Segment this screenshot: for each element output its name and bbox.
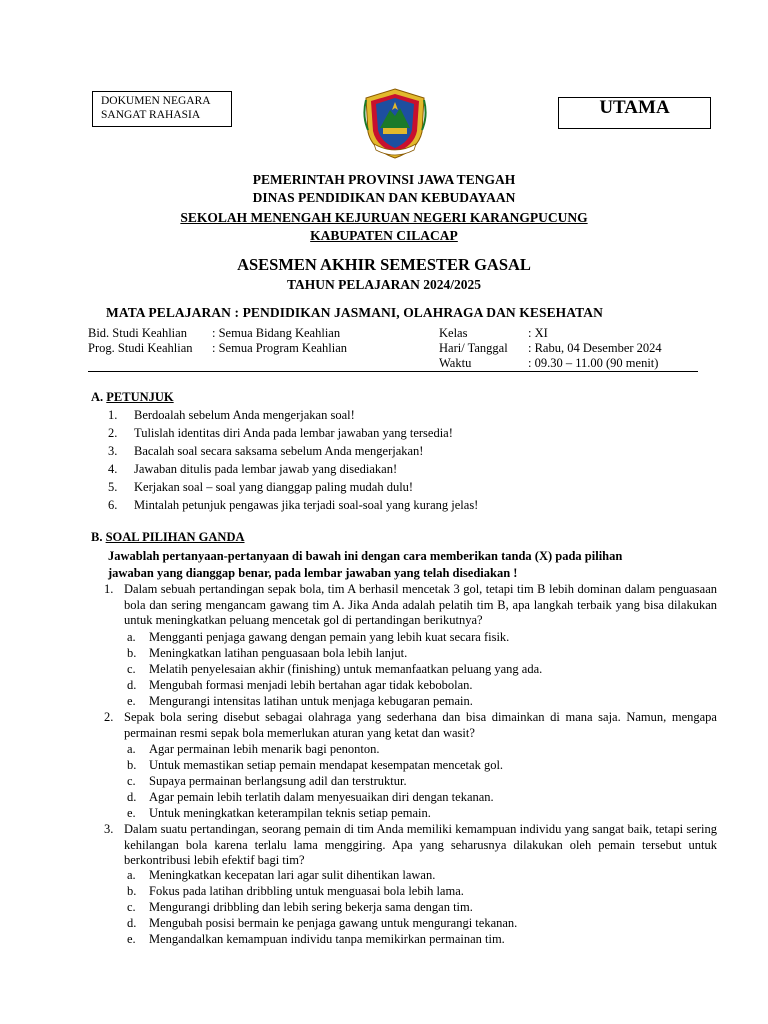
option-text: Mengandalkan kemampuan individu tanpa memikirkan permainan tim. [149, 932, 505, 946]
option-letter: d. [127, 678, 137, 692]
question-text: Dalam suatu pertandingan, seorang pemain di tim Anda memiliki kemampuan individu yang sangat baik, tetapi sering kehilangan bola karena terlalu lama menggiring. Apa yang seharusnya dilakukan oleh pemain tersebut untuk berkontribusi lebih efektif bagi tim? [124, 822, 717, 867]
option-text: Mengurangi dribbling dan lebih sering bekerja sama dengan tim. [149, 900, 473, 914]
section-b-title: SOAL PILIHAN GANDA [105, 530, 245, 544]
info-value-field: : Semua Bidang Keahlian [212, 326, 341, 340]
jawa-tengah-emblem-icon [360, 86, 430, 160]
option-letter: c. [127, 662, 136, 676]
list-item [108, 444, 117, 459]
subject-title: MATA PELAJARAN : PENDIDIKAN JASMANI, OLAHRAGA DAN KESEHATAN [106, 305, 603, 320]
option-letter: a. [127, 742, 136, 756]
section-a-title: PETUNJUK [106, 390, 174, 404]
option-text: Melatih penyelesaian akhir (finishing) untuk memanfaatkan peluang yang ada. [149, 662, 543, 676]
info-value-program: : Semua Program Keahlian [212, 341, 348, 355]
section-b-letter: B. [91, 530, 103, 544]
option-letter: a. [127, 868, 136, 882]
item-number: 2. [108, 426, 118, 440]
school-name: SEKOLAH MENENGAH KEJURUAN NEGERI KARANGPUCUNG [180, 210, 588, 225]
info-left-labels [88, 326, 193, 356]
info-value-time: : 09.30 – 11.00 (90 menit) [528, 356, 659, 370]
option-letter: d. [127, 790, 137, 804]
option-letter: b. [127, 646, 137, 660]
item-number: 3. [108, 444, 118, 458]
exam-code-label: UTAMA [599, 97, 670, 118]
question-number: 2. [104, 710, 114, 724]
list-item [108, 408, 117, 423]
regency-name: KABUPATEN CILACAP [310, 228, 458, 243]
question-number: 3. [104, 822, 114, 836]
info-left-values [212, 326, 347, 356]
info-right-labels [439, 326, 508, 371]
option-letter: b. [127, 758, 137, 772]
list-item [108, 426, 117, 441]
item-number: 5. [108, 480, 118, 494]
option-text: Untuk memastikan setiap pemain mendapat kesempatan mencetak gol. [149, 758, 504, 772]
classification-line-1: DOKUMEN NEGARA [101, 95, 211, 107]
info-label-program: Prog. Studi Keahlian [88, 341, 193, 355]
exam-title: ASESMEN AKHIR SEMESTER GASAL [237, 255, 531, 274]
option-letter: b. [127, 884, 137, 898]
option-text: Meningkatkan kecepatan lari agar sulit dihentikan lawan. [149, 868, 436, 882]
header-divider [88, 371, 698, 372]
question-number: 1. [104, 582, 114, 596]
list-item-text: Jawaban ditulis pada lembar jawab yang disediakan! [134, 462, 398, 476]
option-letter: e. [127, 806, 136, 820]
info-label-class: Kelas [439, 326, 468, 340]
option-letter: e. [127, 694, 136, 708]
info-label-field: Bid. Studi Keahlian [88, 326, 187, 340]
list-item [108, 498, 117, 513]
question-text: Dalam sebuah pertandingan sepak bola, tim A berhasil mencetak 3 gol, tetapi tim B lebih dominan dalam penguasaan bola dan sering mengancam gawang tim A. Jika Anda adalah pelatih tim B, apa langkah terbaik yang bisa dilakukan untuk meningkatkan peluang mencetak gol di pertandingan berikutnya? [124, 582, 717, 627]
section-b-instruction [108, 548, 708, 582]
option-letter: c. [127, 774, 136, 788]
list-item [108, 480, 117, 495]
question-text: Sepak bola sering disebut sebagai olahraga yang sederhana dan bisa dimainkan di mana saja. Namun, mengapa permainan resmi sepak bola memerlukan aturan yang ketat dan wasit? [124, 710, 717, 740]
instruction-line-1: Jawablah pertanyaan-pertanyaan di bawah ini dengan cara memberikan tanda (X) pada pilihan [108, 549, 623, 563]
option-text: Agar pemain lebih terlatih dalam menyesuaikan diri dengan tekanan. [149, 790, 494, 804]
list-item-text: Mintalah petunjuk pengawas jika terjadi soal-soal yang kurang jelas! [134, 498, 479, 512]
exam-code-box [558, 97, 711, 129]
option-text: Supaya permainan berlangsung adil dan terstruktur. [149, 774, 407, 788]
option-text: Mengurangi intensitas latihan untuk menjaga kebugaran pemain. [149, 694, 473, 708]
info-label-date: Hari/ Tanggal [439, 341, 508, 355]
classification-line-2: SANGAT RAHASIA [101, 109, 201, 121]
option-text: Untuk meningkatkan keterampilan teknis setiap pemain. [149, 806, 431, 820]
info-right-values [528, 326, 662, 371]
item-number: 4. [108, 462, 118, 476]
option-text: Mengubah posisi bermain ke penjaga gawang untuk mengurangi tekanan. [149, 916, 518, 930]
list-item-text: Bacalah soal secara saksama sebelum Anda mengerjakan! [134, 444, 424, 458]
info-label-time: Waktu [439, 356, 472, 370]
option-letter: d. [127, 916, 137, 930]
section-a-heading [91, 390, 174, 405]
section-b-heading [91, 530, 245, 545]
option-text: Agar permainan lebih menarik bagi penonton. [149, 742, 380, 756]
option-letter: a. [127, 630, 136, 644]
option-letter: c. [127, 900, 136, 914]
department-name: DINAS PENDIDIKAN DAN KEBUDAYAAN [252, 190, 516, 205]
list-item-text: Kerjakan soal – soal yang dianggap paling mudah dulu! [134, 480, 414, 494]
option-text: Mengubah formasi menjadi lebih bertahan agar tidak kebobolan. [149, 678, 473, 692]
option-text: Fokus pada latihan dribbling untuk menguasai bola lebih lama. [149, 884, 464, 898]
list-item-text: Berdoalah sebelum Anda mengerjakan soal! [134, 408, 355, 422]
info-value-date: : Rabu, 04 Desember 2024 [528, 341, 662, 355]
info-value-class: : XI [528, 326, 548, 340]
document-classification-box [92, 91, 232, 127]
option-letter: e. [127, 932, 136, 946]
item-number: 1. [108, 408, 118, 422]
government-name: PEMERINTAH PROVINSI JAWA TENGAH [252, 172, 516, 187]
instruction-line-2: jawaban yang dianggap benar, pada lembar jawaban yang telah disediakan ! [108, 566, 518, 580]
option-text: Mengganti penjaga gawang dengan pemain yang lebih kuat secara fisik. [149, 630, 510, 644]
list-item [108, 462, 117, 477]
academic-year: TAHUN PELAJARAN 2024/2025 [286, 277, 481, 292]
list-item-text: Tulislah identitas diri Anda pada lembar jawaban yang tersedia! [134, 426, 453, 440]
section-a-letter: A. [91, 390, 104, 404]
item-number: 6. [108, 498, 118, 512]
option-text: Meningkatkan latihan penguasaan bola lebih lanjut. [149, 646, 408, 660]
